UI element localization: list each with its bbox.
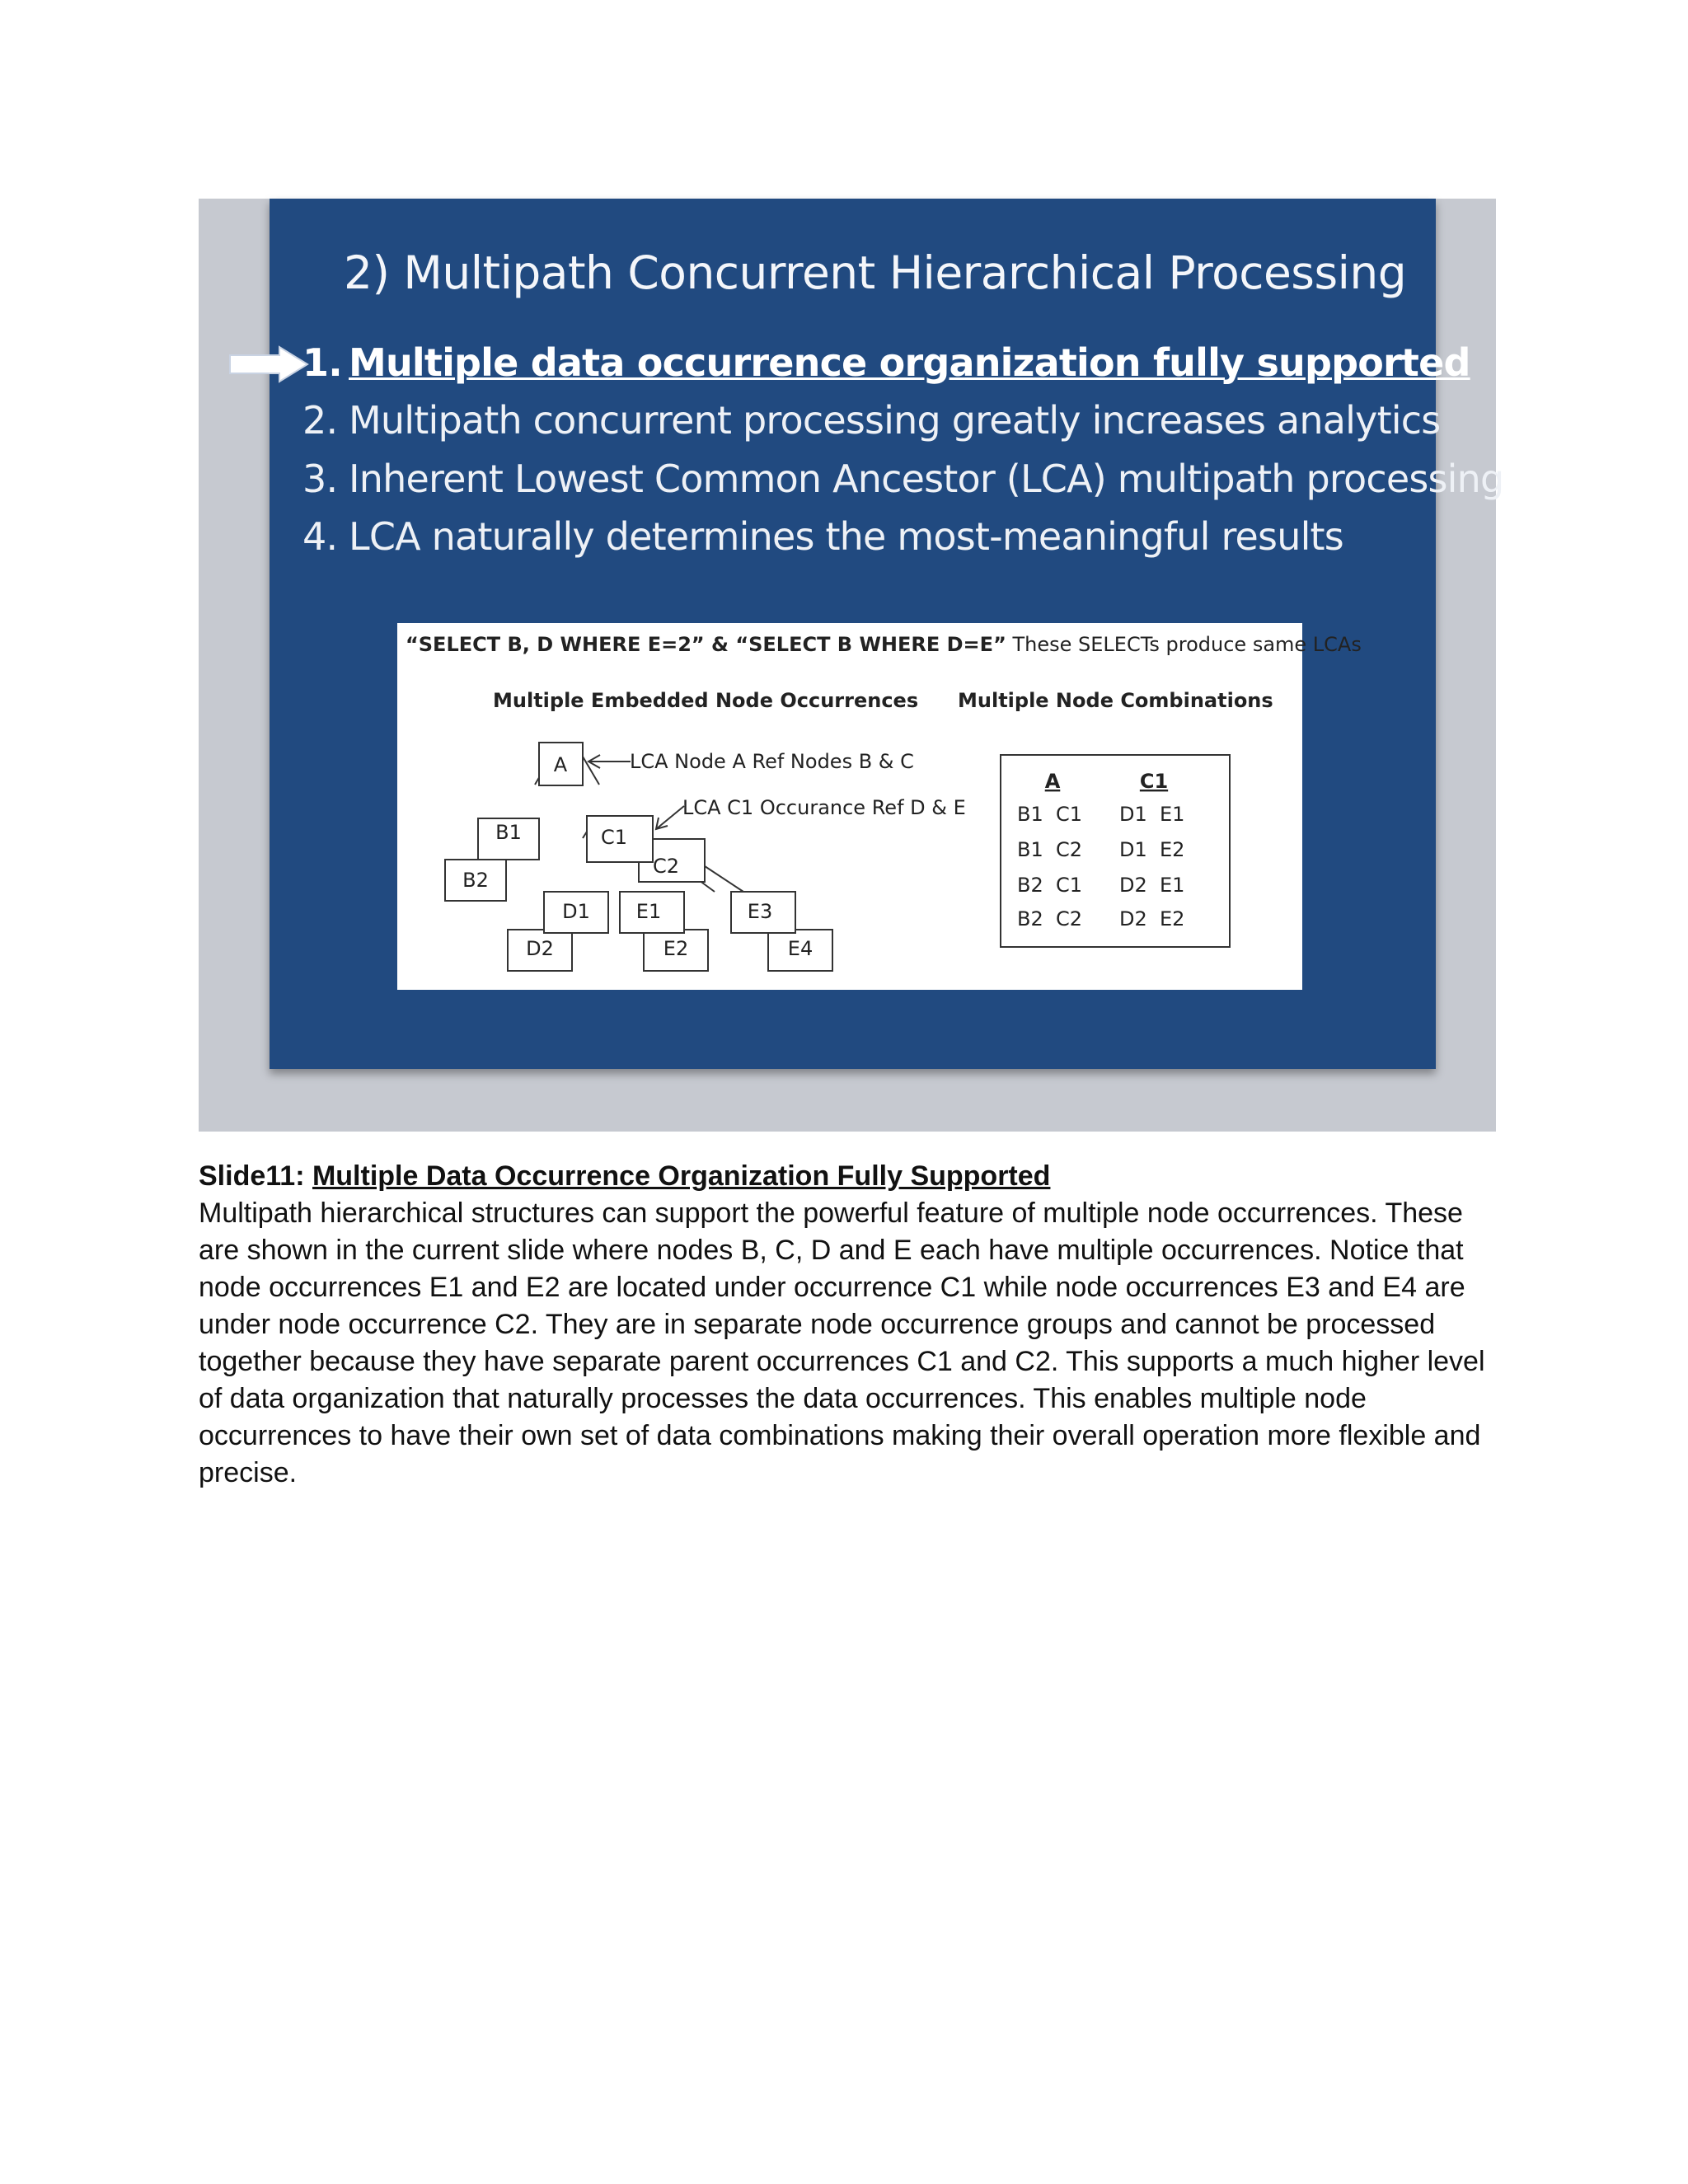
- bullet-text: LCA naturally determines the most-meaningful results: [349, 514, 1343, 559]
- bullet-text: Multipath concurrent processing greatly increases analytics: [349, 398, 1441, 443]
- slide-caption: [199, 1158, 1501, 1492]
- bullet-2: [302, 398, 1440, 443]
- arrow-icon: [228, 345, 311, 383]
- table-cell: D1 E1: [1119, 803, 1185, 826]
- table-cell: B2 C2: [1017, 907, 1083, 930]
- query-bold: “SELECT B, D WHERE E=2” & “SELECT B WHERE D=E”: [406, 633, 1006, 656]
- right-heading: Multiple Node Combinations: [958, 689, 1273, 712]
- table-cell: D1 E2: [1119, 838, 1185, 861]
- caption-label: Slide11:: [199, 1160, 312, 1192]
- bullet-number: 1.: [302, 340, 342, 385]
- node-e3-label: E3: [747, 900, 773, 923]
- table-cell: D2 E2: [1119, 907, 1185, 930]
- node-e2-label: E2: [663, 937, 689, 960]
- bullet-number: 3.: [302, 457, 338, 501]
- bullet-text: Inherent Lowest Common Ancestor (LCA) multipath processing: [349, 457, 1504, 501]
- bullet-text: Multiple data occurrence organization fully supported: [349, 340, 1470, 385]
- lca-annotation-a: LCA Node A Ref Nodes B & C: [630, 750, 914, 773]
- slide: [270, 199, 1504, 1069]
- node-d1-label: D1: [562, 900, 590, 923]
- node-b1-label: B1: [495, 821, 522, 844]
- bullet-4: [302, 514, 1343, 559]
- node-b2-label: B2: [462, 869, 489, 892]
- table-cell: B1 C2: [1017, 838, 1083, 861]
- query-rest: These SELECTs produce same LCAs: [1006, 633, 1362, 656]
- bullet-3: [302, 457, 1503, 501]
- left-heading: Multiple Embedded Node Occurrences: [493, 689, 919, 712]
- bullet-number: 4.: [302, 514, 338, 559]
- slide-title: 2) Multipath Concurrent Hierarchical Processing: [344, 246, 1407, 299]
- lca-annotation-c1: LCA C1 Occurance Ref D & E: [682, 796, 966, 819]
- table-cell: D2 E1: [1119, 874, 1185, 897]
- slide-image: [199, 199, 1504, 1132]
- caption-body: Multipath hierarchical structures can support the powerful feature of multiple node occurrences. These are shown in the current slide where nodes B, C, D and E each have multiple occurrences. Notice that node occurrences E1 and E2 are located under occurrence C1 while node occurrences E3 and E4 are under node occurrence C2. They are in separate node occurrence groups and cannot be processed together because they have separate parent occurrences C1 and C2. This supports a much higher level of data organization that naturally processes the data occurrences. This enables multiple node occurrences to have their own set of data combinations making their overall operation more flexible and precise.: [199, 1197, 1485, 1488]
- table-cell: B2 C1: [1017, 874, 1083, 897]
- caption-heading: [199, 1158, 1501, 1195]
- node-a-label: A: [553, 753, 568, 776]
- table-header-c1: C1: [1139, 770, 1169, 793]
- node-e1-label: E1: [635, 900, 662, 923]
- caption-title: Multiple Data Occurrence Organization Fully Supported: [312, 1160, 1051, 1192]
- tree-diagram: [397, 623, 1302, 990]
- node-c1-label: C1: [600, 826, 628, 849]
- node-d2-label: D2: [526, 937, 554, 960]
- table-header-a: A: [1044, 770, 1061, 793]
- table-cell: B1 C1: [1017, 803, 1083, 826]
- bullet-number: 2.: [302, 398, 338, 443]
- node-c2-label: C2: [652, 855, 680, 878]
- diagram-panel: [397, 623, 1362, 990]
- bullet-1: [302, 340, 1470, 385]
- node-e4-label: E4: [787, 937, 814, 960]
